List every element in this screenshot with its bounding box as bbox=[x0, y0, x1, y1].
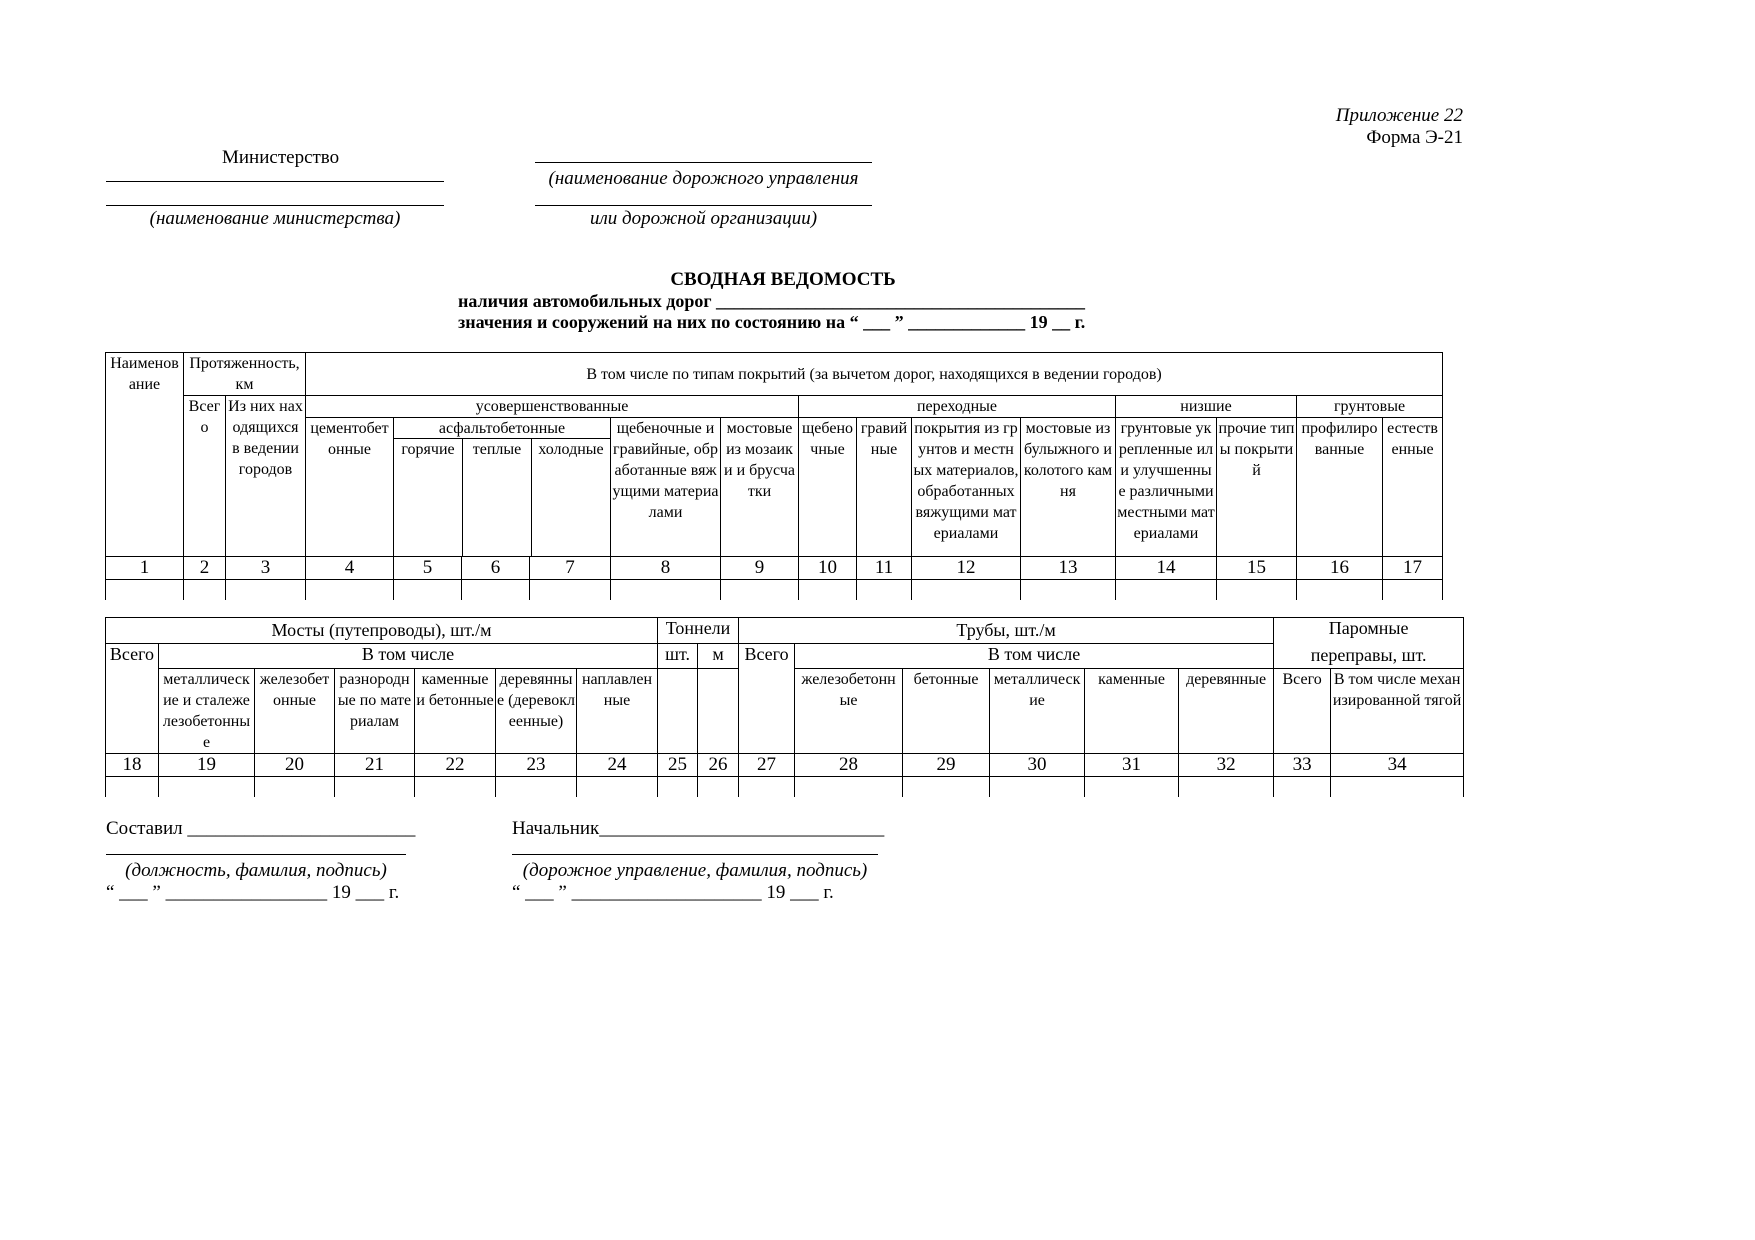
col-total-header: Всего bbox=[184, 396, 226, 557]
col-other-types: прочие типы покрытий bbox=[1217, 418, 1297, 557]
col-number: 10 bbox=[799, 557, 857, 580]
col-number: 24 bbox=[577, 754, 658, 777]
data-cell[interactable] bbox=[857, 580, 912, 600]
chief-label: Начальник______________________________ bbox=[512, 818, 885, 839]
tunnels-meters: м bbox=[698, 644, 739, 669]
col-number: 33 bbox=[1274, 754, 1331, 777]
table1-data-row bbox=[106, 580, 1443, 600]
data-cell[interactable] bbox=[1331, 777, 1464, 797]
data-cell[interactable] bbox=[335, 777, 415, 797]
ferry-header-2: переправы, шт. bbox=[1274, 644, 1464, 669]
chief-date: “ ___ ” ____________________ 19 ___ г. bbox=[512, 882, 834, 903]
data-cell[interactable] bbox=[415, 777, 496, 797]
ferry-header: Паромные bbox=[1274, 618, 1464, 644]
data-cell[interactable] bbox=[990, 777, 1085, 797]
ministry-line-1 bbox=[106, 181, 444, 182]
pipes-header: Трубы, шт./м bbox=[739, 618, 1274, 644]
col-wooden-pipes: деревянные bbox=[1179, 669, 1274, 754]
data-cell[interactable] bbox=[1297, 580, 1383, 600]
col-number: 6 bbox=[462, 557, 530, 580]
col-number: 18 bbox=[106, 754, 159, 777]
bridges-header: Мосты (путепроводы), шт./м bbox=[106, 618, 658, 644]
data-cell[interactable] bbox=[739, 777, 795, 797]
chief-line-2 bbox=[512, 854, 878, 855]
table1-number-row bbox=[106, 557, 1443, 580]
data-cell[interactable] bbox=[1179, 777, 1274, 797]
data-cell[interactable] bbox=[226, 580, 306, 600]
data-cell[interactable] bbox=[698, 777, 739, 797]
col-ground-strengthened: грунтовые укрепленные или улучшенные различными местными материалами bbox=[1116, 418, 1217, 557]
col-cold: холодные bbox=[538, 441, 604, 458]
table2-number-row bbox=[106, 754, 1464, 777]
document-title: СВОДНАЯ ВЕДОМОСТЬ bbox=[670, 269, 896, 290]
col-gravel-treated: щебеночные и гравийные, обработанные вяжущими материалами bbox=[611, 418, 721, 557]
col-number: 25 bbox=[658, 754, 698, 777]
col-number: 23 bbox=[496, 754, 577, 777]
compiled-caption: (должность, фамилия, подпись) bbox=[125, 860, 387, 881]
col-ferry-mech: В том числе механизированной тягой bbox=[1331, 669, 1464, 754]
data-cell[interactable] bbox=[658, 777, 698, 797]
title-line-1: наличия автомобильных дорог _________________________________________ bbox=[458, 291, 1086, 311]
bridges-total: Всего bbox=[106, 644, 159, 754]
col-number: 20 bbox=[255, 754, 335, 777]
col-floating-bridges: наплавленные bbox=[577, 669, 658, 754]
appendix-label: Приложение 22 bbox=[1335, 105, 1463, 126]
col-natural: естественные bbox=[1383, 418, 1443, 557]
col-asphalt bbox=[394, 418, 611, 557]
col-number: 16 bbox=[1297, 557, 1383, 580]
col-warm: теплые bbox=[463, 439, 532, 556]
data-cell[interactable] bbox=[184, 580, 226, 600]
col-number: 32 bbox=[1179, 754, 1274, 777]
data-cell[interactable] bbox=[1217, 580, 1297, 600]
col-soil-covers: покрытия из грунтов и местных материалов, обработанных вяжущими материалами bbox=[912, 418, 1021, 557]
group-transitional: переходные bbox=[799, 396, 1116, 418]
col-number: 1 bbox=[106, 557, 184, 580]
tunnels-pcs: шт. bbox=[658, 644, 698, 669]
compiled-date: “ ___ ” _________________ 19 ___ г. bbox=[106, 882, 400, 903]
title-line-2: значения и сооружений на них по состоянию на “ ___ ” _____________ 19 __ г. bbox=[458, 312, 1086, 332]
col-number: 2 bbox=[184, 557, 226, 580]
col-wooden-bridges: деревянные (деревоклеенные) bbox=[496, 669, 577, 754]
col-ferry-total: Всего bbox=[1274, 669, 1331, 754]
col-rc-bridges: железобетонные bbox=[255, 669, 335, 754]
col-number: 14 bbox=[1116, 557, 1217, 580]
ministry-label: Министерство bbox=[222, 147, 340, 168]
bridges-including: В том числе bbox=[159, 644, 658, 669]
col-city-header: Из них находящихся в ведении городов bbox=[226, 396, 306, 557]
col-stone-concrete-bridges: каменные и бетонные bbox=[415, 669, 496, 754]
col-number: 9 bbox=[721, 557, 799, 580]
col-number: 19 bbox=[159, 754, 255, 777]
group-lower: низшие bbox=[1116, 396, 1297, 418]
col-number: 15 bbox=[1217, 557, 1297, 580]
road-mgmt-line-1 bbox=[535, 162, 872, 163]
data-cell[interactable] bbox=[1021, 580, 1116, 600]
data-cell[interactable] bbox=[799, 580, 857, 600]
form-label: Форма Э-21 bbox=[1366, 127, 1463, 148]
ministry-line-2 bbox=[106, 205, 444, 206]
col-number: 21 bbox=[335, 754, 415, 777]
col-number: 4 bbox=[306, 557, 394, 580]
data-cell[interactable] bbox=[1274, 777, 1331, 797]
data-cell[interactable] bbox=[496, 777, 577, 797]
col-number: 34 bbox=[1331, 754, 1464, 777]
col-number: 11 bbox=[857, 557, 912, 580]
structures-table bbox=[105, 617, 1464, 797]
data-cell[interactable] bbox=[912, 580, 1021, 600]
col-number: 7 bbox=[530, 557, 611, 580]
data-cell[interactable] bbox=[1116, 580, 1217, 600]
data-cell[interactable] bbox=[159, 777, 255, 797]
col-number: 17 bbox=[1383, 557, 1443, 580]
col-rc-pipes: железобетонные bbox=[795, 669, 903, 754]
col-paved-mosaic: мостовые из мозаики и брусчатки bbox=[721, 418, 799, 557]
data-cell[interactable] bbox=[1085, 777, 1179, 797]
col-number: 30 bbox=[990, 754, 1085, 777]
chief-caption: (дорожное управление, фамилия, подпись) bbox=[522, 860, 868, 881]
data-cell[interactable] bbox=[106, 777, 159, 797]
data-cell[interactable] bbox=[394, 580, 462, 600]
group-advanced: усовершенствованные bbox=[306, 396, 799, 418]
road-mgmt-line-2 bbox=[535, 205, 872, 206]
col-tunnels-m bbox=[698, 669, 739, 754]
data-cell[interactable] bbox=[106, 580, 184, 600]
col-number: 5 bbox=[394, 557, 462, 580]
ministry-caption: (наименование министерства) bbox=[149, 208, 401, 229]
col-number: 12 bbox=[912, 557, 1021, 580]
group-ground: грунтовые bbox=[1297, 396, 1443, 418]
data-cell[interactable] bbox=[721, 580, 799, 600]
compiled-line-2 bbox=[106, 854, 406, 855]
col-types-header: В том числе по типам покрытий (за вычетом дорог, находящихся в ведении городов) bbox=[306, 353, 1443, 396]
col-number: 29 bbox=[903, 754, 990, 777]
pipes-including: В том числе bbox=[795, 644, 1274, 669]
compiled-by: Составил ________________________ bbox=[106, 818, 416, 839]
data-cell[interactable] bbox=[577, 777, 658, 797]
col-length-header: Протяженность, км bbox=[184, 353, 306, 396]
col-metal-pipes: металлические bbox=[990, 669, 1085, 754]
col-number: 13 bbox=[1021, 557, 1116, 580]
col-stone-pipes: каменные bbox=[1085, 669, 1179, 754]
pipes-total: Всего bbox=[739, 644, 795, 754]
col-number: 26 bbox=[698, 754, 739, 777]
col-number: 8 bbox=[611, 557, 721, 580]
data-cell[interactable] bbox=[530, 580, 611, 600]
col-name-header: Наименование bbox=[106, 353, 184, 557]
col-number: 27 bbox=[739, 754, 795, 777]
col-hot: горячие bbox=[394, 439, 463, 556]
col-mixed-bridges: разнородные по материалам bbox=[335, 669, 415, 754]
col-number: 22 bbox=[415, 754, 496, 777]
col-profiled: профилированные bbox=[1297, 418, 1383, 557]
col-number: 3 bbox=[226, 557, 306, 580]
col-concrete-pipes: бетонные bbox=[903, 669, 990, 754]
col-number: 28 bbox=[795, 754, 903, 777]
data-cell[interactable] bbox=[462, 580, 530, 600]
col-number: 31 bbox=[1085, 754, 1179, 777]
road-mgmt-caption-1: (наименование дорожного управления bbox=[548, 168, 859, 189]
col-tunnels-pcs bbox=[658, 669, 698, 754]
data-cell[interactable] bbox=[306, 580, 394, 600]
data-cell[interactable] bbox=[1383, 580, 1443, 600]
table2-data-row bbox=[106, 777, 1464, 797]
road-mgmt-caption-2: или дорожной организации) bbox=[589, 208, 818, 229]
col-crushed: щебеночные bbox=[799, 418, 857, 557]
col-cement: цементобетонные bbox=[306, 418, 394, 557]
roads-table bbox=[105, 352, 1443, 600]
data-cell[interactable] bbox=[903, 777, 990, 797]
data-cell[interactable] bbox=[795, 777, 903, 797]
data-cell[interactable] bbox=[611, 580, 721, 600]
tunnels-header: Тоннели bbox=[658, 618, 739, 644]
col-paved-cobble: мостовые из булыжного и колотого камня bbox=[1021, 418, 1116, 557]
asphalt-label: асфальтобетонные bbox=[394, 418, 610, 439]
col-metal-bridges: металлические и сталежелезобетонные bbox=[159, 669, 255, 754]
col-gravel: гравийные bbox=[857, 418, 912, 557]
data-cell[interactable] bbox=[255, 777, 335, 797]
